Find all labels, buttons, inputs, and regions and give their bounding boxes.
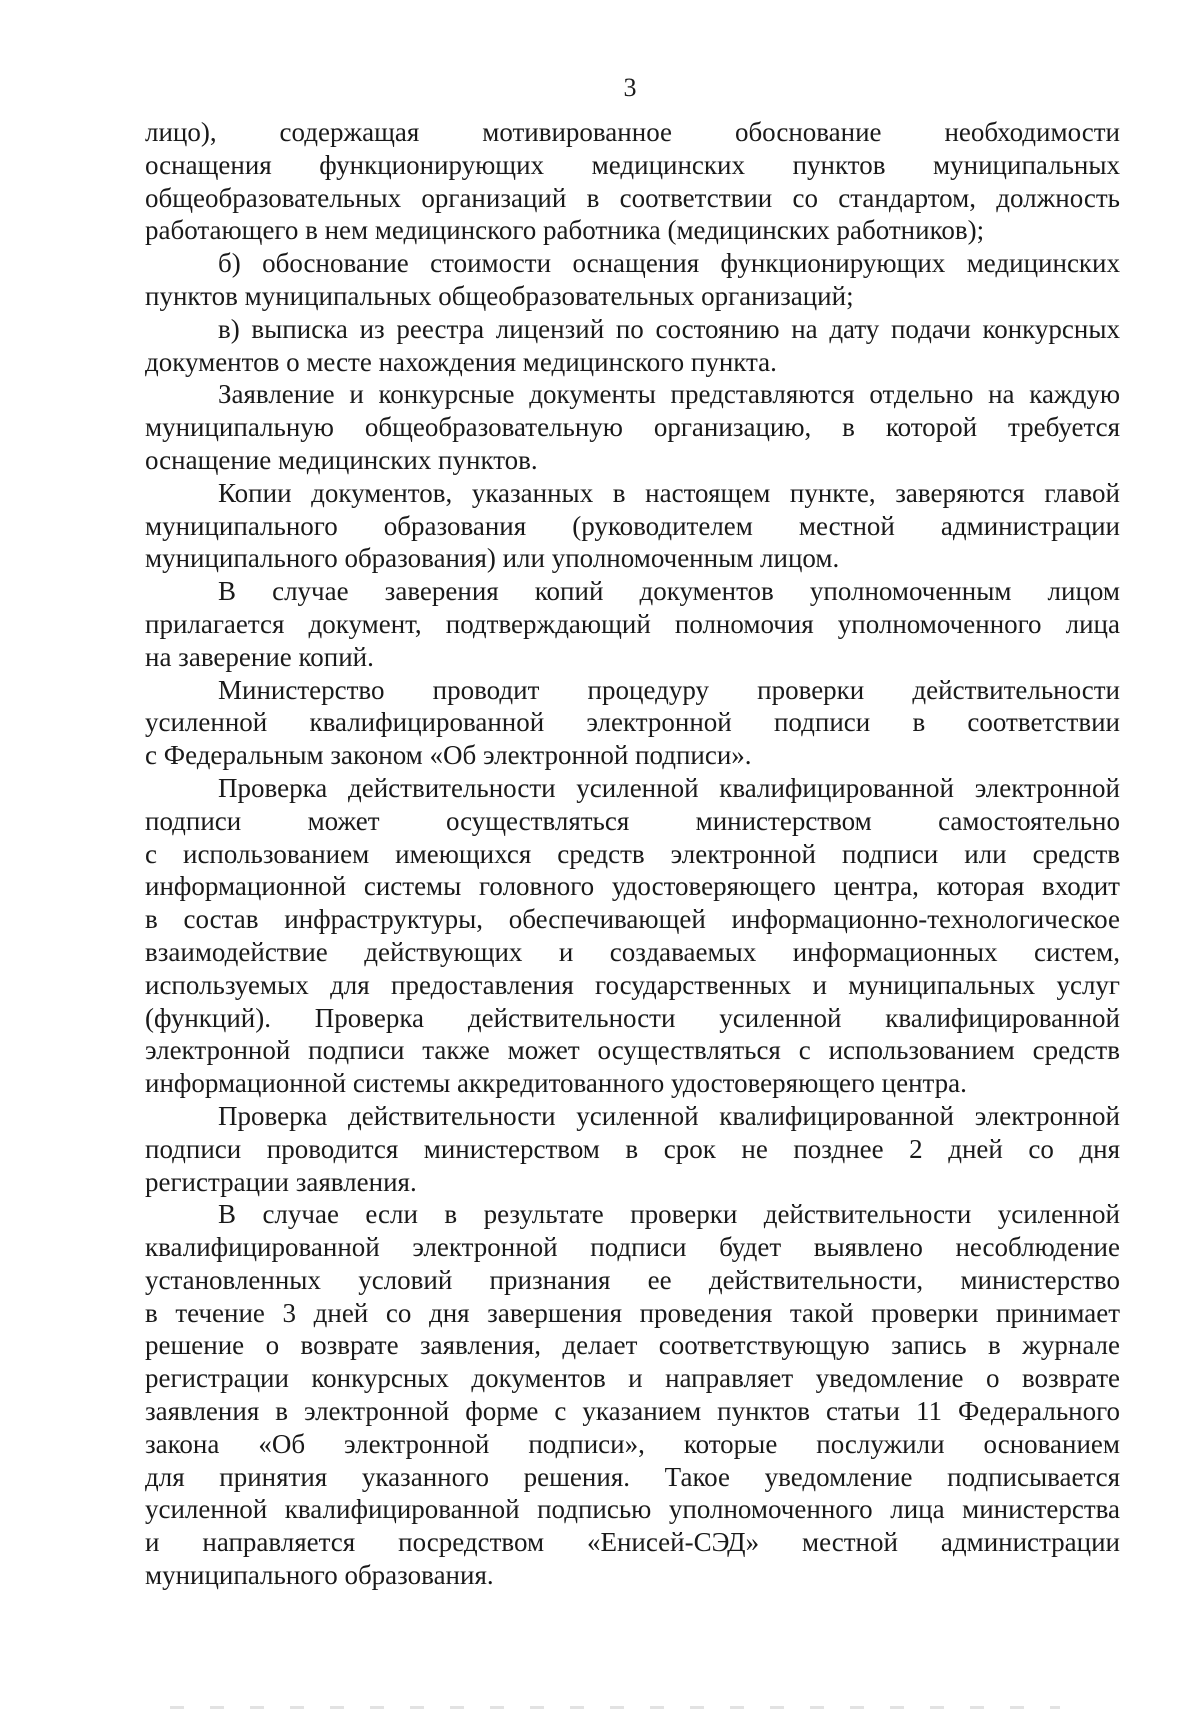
text-line: на заверение копий. <box>145 641 374 672</box>
text-line: Копии документов, указанных в настоящем пункте, заверяются главой <box>218 477 1120 508</box>
text-line: муниципальную общеобразовательную организацию, в которой требуется <box>145 412 1120 443</box>
text-line: общеобразовательных организаций в соответствии со стандартом, должность <box>145 182 1120 213</box>
text-line: для принятия указанного решения. Такое уведомление подписывается <box>145 1461 1120 1492</box>
text-line: в состав инфраструктуры, обеспечивающей информационно-технологическое <box>145 904 1120 935</box>
text-line: решение о возврате заявления, делает соответствующую запись в журнале <box>145 1330 1120 1361</box>
text-line: усиленной квалифицированной электронной подписи в соответствии <box>145 707 1120 738</box>
scan-artifact <box>170 1706 1060 1709</box>
text-line: оснащение медицинских пунктов. <box>145 444 538 475</box>
text-line: регистрации конкурсных документов и направляет уведомление о возврате <box>145 1363 1120 1394</box>
text-line: закона «Об электронной подписи», которые послужили основанием <box>145 1428 1120 1459</box>
text-line: (функций). Проверка действительности усиленной квалифицированной <box>145 1002 1120 1033</box>
document-body <box>145 116 1120 1592</box>
text-line: пунктов муниципальных общеобразовательных организаций; <box>145 280 854 311</box>
text-line: квалифицированной электронной подписи будет выявлено несоблюдение <box>145 1232 1120 1263</box>
text-line: заявления в электронной форме с указанием пунктов статьи 11 Федерального <box>145 1396 1120 1427</box>
text-line: с использованием имеющихся средств электронной подписи или средств <box>145 838 1120 869</box>
text-line: и направляется посредством «Енисей-СЭД» местной администрации <box>145 1527 1120 1558</box>
text-line: электронной подписи также может осуществляться с использованием средств <box>145 1035 1120 1066</box>
text-line: муниципального образования. <box>145 1560 494 1591</box>
text-line: установленных условий признания ее действительности, министерство <box>145 1264 1120 1295</box>
text-line: Заявление и конкурсные документы представляются отдельно на каждую <box>218 379 1120 410</box>
text-line: оснащения функционирующих медицинских пунктов муниципальных <box>145 149 1120 180</box>
text-line: В случае если в результате проверки действительности усиленной <box>218 1199 1120 1230</box>
text-line: используемых для предоставления государственных и муниципальных услуг <box>145 969 1120 1000</box>
text-line: в течение 3 дней со дня завершения проведения такой проверки принимает <box>145 1297 1120 1328</box>
text-line: взаимодействие действующих и создаваемых информационных систем, <box>145 936 1120 967</box>
text-line: с Федеральным законом «Об электронной подписи». <box>145 740 752 771</box>
page-number: 3 <box>623 73 637 102</box>
text-line: Проверка действительности усиленной квалифицированной электронной <box>218 1100 1120 1131</box>
text-line: в) выписка из реестра лицензий по состоянию на дату подачи конкурсных <box>218 313 1120 344</box>
text-line: прилагается документ, подтверждающий полномочия уполномоченного лица <box>145 608 1120 639</box>
text-line: Проверка действительности усиленной квалифицированной электронной <box>218 772 1120 803</box>
text-line: информационной системы головного удостоверяющего центра, которая входит <box>145 871 1120 902</box>
text-line: усиленной квалифицированной подписью уполномоченного лица министерства <box>145 1494 1120 1525</box>
text-line: муниципального образования (руководителем местной администрации <box>145 510 1120 541</box>
text-line: муниципального образования) или уполномоченным лицом. <box>145 543 840 574</box>
text-line: документов о месте нахождения медицинского пункта. <box>145 346 777 377</box>
text-line: подписи проводится министерством в срок не позднее 2 дней со дня <box>145 1133 1120 1164</box>
text-line: б) обоснование стоимости оснащения функционирующих медицинских <box>218 248 1120 279</box>
text-line: регистрации заявления. <box>145 1166 417 1197</box>
text-line: лицо), содержащая мотивированное обоснование необходимости <box>145 117 1120 147</box>
text-line: Министерство проводит процедуру проверки действительности <box>218 674 1120 705</box>
text-line: В случае заверения копий документов уполномоченным лицом <box>218 576 1120 607</box>
text-line: информационной системы аккредитованного удостоверяющего центра. <box>145 1068 967 1099</box>
text-line: работающего в нем медицинского работника (медицинских работников); <box>145 215 985 246</box>
text-line: подписи может осуществляться министерством самостоятельно <box>145 805 1120 836</box>
